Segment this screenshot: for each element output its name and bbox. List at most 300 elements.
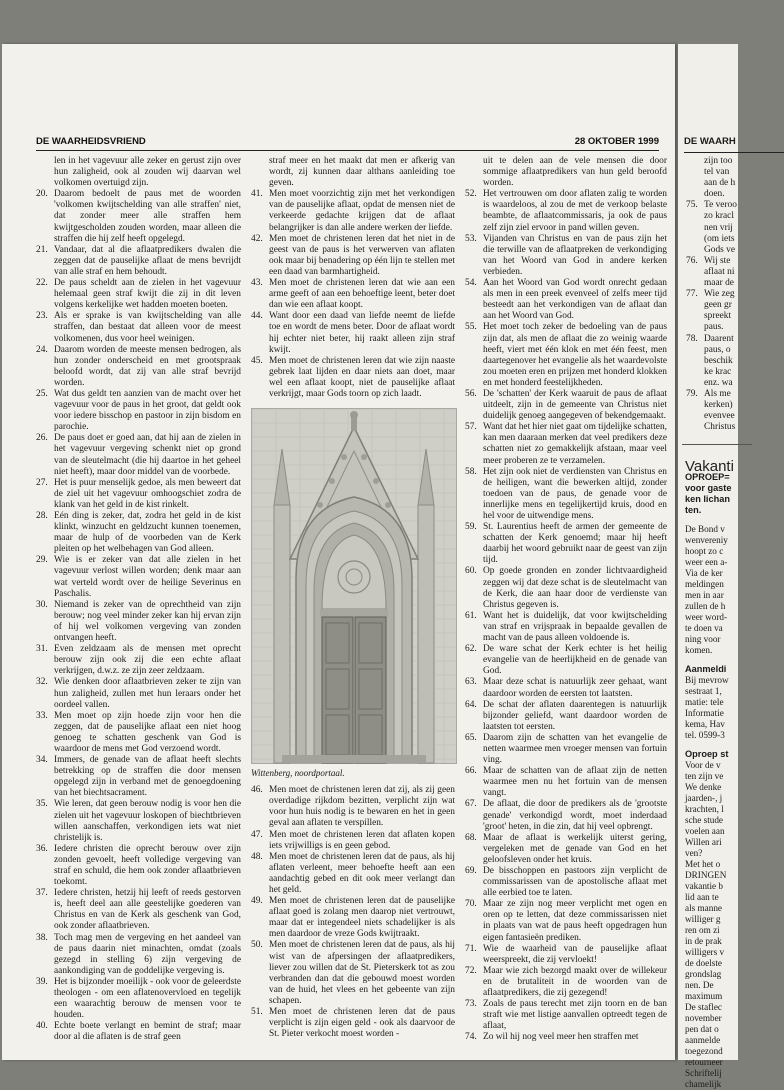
vacation-notice-line [685,741,752,749]
column-2-theses-top [251,189,455,400]
thesis-text: De paus scheldt aan de zielen in het vagevuur helemaal geen straf kwijt die zij in dit leven volgens kerkelijke wet hadden moeten boeten. [54,278,241,311]
publication-name: DE WAARHEIDSVRIEND [36,136,146,147]
next-page-line [686,256,746,267]
thesis-text: Wie denken door aflaatbrieven zeker te zijn van hun zaligheid, zullen met hun leraars onder het oordeel vallen. [54,677,241,710]
thesis-text: Maar de aflaat is werkelijk uiterst gering, vergeleken met de genade van God en het geloofsleven onder het kruis. [483,832,667,865]
thesis-item [36,245,241,278]
thesis-number: 65. [465,732,477,743]
thesis-number: 28. [36,511,48,521]
vacation-notice-line: Oproep st [685,749,729,760]
thesis-item [36,677,241,710]
next-page-line-text: doen. [704,189,725,200]
thesis-number: 61. [465,610,477,621]
thesis-number: 42. [251,233,263,244]
thesis-text: Want door een daad van liefde neemt de liefde toe en wordt de mens beter. Door de aflaat wordt hij echter niet beter, hij raakt alleen zijn straf kwijt. [269,311,455,355]
column-1-theses [36,189,241,1043]
thesis-number: 73. [465,999,477,1010]
vacation-notice-line: retourneer [685,1057,723,1068]
thesis-text: Echte boete verlangt en bemint de straf; maar door al die aflaten is de straf geen [54,1021,241,1043]
newspaper-page [2,44,675,1060]
thesis-text: Zo wil hij nog veel meer hen straffen met [483,1032,639,1043]
thesis-number: 23. [36,311,48,322]
next-page-line [686,178,746,189]
thesis-number: 50. [251,940,263,951]
thesis-text: Daarom bedoelt de paus met de woorden 'volkomen kwijtschelding van alle straffen' niet, dat zonder meer alle straffen hem kwijtgescholden zouden worden, maar alleen die straffen die hij zelf heeft opgelegd. [54,189,241,244]
thesis-item [36,844,241,888]
thesis-number: 39. [36,976,48,987]
next-page-line [686,422,746,433]
vacation-notice-line: krachten, l [685,804,724,815]
thesis-item [251,189,455,233]
thesis-item [465,611,667,644]
thesis-number: 47. [251,829,263,840]
vacation-notice-line: te doen va [685,623,723,634]
thesis-number: 32. [36,677,48,688]
thesis-number: 45. [251,355,263,366]
vacation-notice-line: november [685,1013,722,1024]
thesis-number: 69. [465,866,477,876]
next-page-line-text: paus. [704,322,724,333]
thesis-number: 37. [36,888,48,899]
vacation-notice-line: ten. [685,505,702,516]
thesis-text: Men moet op zijn hoede zijn voor hen die zeggen, dat de pauselijke aflaat een niet hoog genoeg te schatten geschenk van God is waardoor de mens met God verzoend wordt. [54,710,241,754]
vacation-notice-line: Via de ker [685,568,723,579]
thesis-item [465,422,667,466]
page-header [36,134,659,151]
vacation-notice-line: De Bond v [685,524,725,535]
column-1-intro: len in het vagevuur alle zeker en gerust zijn over hun zaligheid, ook al zouden wij daarvan wel volkomen overtuigd zijn. [54,156,241,189]
next-page-line-text: spreekt [704,311,732,322]
thesis-number: 70. [465,899,477,910]
thesis-number: 26. [36,433,48,444]
next-page-line-text: Gods ve [704,244,735,255]
next-page-line-number: 76. [686,255,698,266]
next-page-line-text: Daarent [704,333,734,344]
thesis-item [465,389,667,422]
vacation-notice-line: DRINGEN [685,870,727,881]
vacation-notice-line: De staflec [685,1002,722,1013]
thesis-number: 22. [36,278,48,289]
column-2-intro: straf meer en het maakt dat men er afkerig van wordt, zij kunnen daar althans aanleiding toe geven. [269,156,455,189]
vacation-notice-line: We denke [685,782,722,793]
next-page-line-text: aflaat ni [704,266,735,277]
next-page-line [686,345,746,356]
thesis-text: Vijanden van Christus en van de paus zijn het die terwille van de aflaatpreken de verkondiging van het Woord van God in andere kerken verbieden. [483,233,667,277]
next-page-line [686,289,746,300]
thesis-text: Maar de schatten van de aflaat zijn de netten waarmee men nu het fortuin van de mensen vangt. [483,766,667,799]
thesis-text: Even zeldzaam als de mensen met oprecht berouw zijn ook zij die een echte aflaat verkrijgen, d.w.z. ze zijn zeer zeldzaam. [54,644,241,677]
vacation-notice-text [682,472,752,1090]
next-page-line-text: aan de h [704,178,736,189]
thesis-text: Want dat het hier niet gaat om tijdelijke schatten, kan men daaraan merken dat veel predikers deze schatten niet zo gemakkelijk afstaan, maar veel meer proberen ze te verzamelen. [483,422,667,466]
next-page-header: DE WAARH [684,134,784,153]
next-page-line [686,400,746,411]
next-page-line [686,322,746,333]
thesis-number: 30. [36,599,48,610]
vacation-notice-line: chamelijk [685,1079,722,1090]
vacation-notice-line: Bij mevrow [685,675,729,686]
next-page-line-text: zijn too [704,156,733,166]
thesis-text: Aan het Woord van God wordt onrecht gedaan als men in een preek evenveel of zelfs meer tijd besteedt aan het verkondigen van de aflaat dan aan het Woord van God. [483,278,667,322]
thesis-item [465,234,667,278]
thesis-number: 53. [465,233,477,244]
thesis-number: 68. [465,832,477,843]
thesis-text: Zoals de paus terecht met zijn toorn en de ban straft wie met listige aanvallen optreedt tegen de aflaat, [483,999,667,1032]
thesis-item [465,677,667,699]
thesis-text: Iedere christen die oprecht berouw over zijn zonden gevoelt, heeft volledige vergeving van straf en schuld, die hem ook zonder aflaatbrieven toekomt. [54,843,241,888]
vacation-notice-line: Willen ari [685,837,722,848]
thesis-number: 24. [36,344,48,355]
next-page-line-text: Te veroo [704,200,737,211]
next-page-line [686,211,746,222]
vacation-notice-line: toegezond [685,1046,723,1057]
vacation-notice-line: maximum [685,991,723,1002]
next-page-line-text: Als me [704,388,731,399]
next-page-line-text: zo kracl [704,211,734,222]
next-page-line-number: 75. [686,200,698,211]
column-3 [465,156,667,1044]
thesis-number: 40. [36,1021,48,1032]
next-page-line-text: nen vrij [704,222,733,233]
column-3-intro: uit te delen aan de vele mensen die door sommige aflaatpredikers van hun geld beroofd worden. [483,156,667,189]
thesis-item [251,356,455,400]
vacation-notice-line: tel. 0599-3 [685,730,725,741]
column-2 [251,156,455,1040]
thesis-item [465,1032,667,1043]
vacation-notice-line: in de prak [685,936,722,947]
thesis-item [465,522,667,566]
thesis-item [251,896,455,940]
next-page-line-text: paus, o [704,344,731,355]
thesis-item [465,999,667,1032]
thesis-number: 62. [465,644,477,655]
vacation-notice-line: jaarden-, j [685,793,723,804]
thesis-number: 72. [465,965,477,976]
next-page-line [686,300,746,311]
thesis-number: 25. [36,388,48,399]
thesis-number: 60. [465,566,477,577]
thesis-item [36,511,241,555]
thesis-number: 67. [465,799,477,810]
vacation-notice-line: pen dat o [685,1024,719,1035]
thesis-number: 29. [36,555,48,566]
thesis-number: 54. [465,278,477,289]
thesis-item [36,555,241,599]
thesis-text: Wie leren, dat geen berouw nodig is voor hen die zielen uit het vagevuur loskopen of biechtbrieven willen aanschaffen, verkondigen iets wat niet christelijk is. [54,799,241,843]
next-page-line [686,389,746,400]
thesis-number: 71. [465,943,477,954]
vacation-notice-title: Vakanti [685,458,734,475]
thesis-text: Het moet toch zeker de bedoeling van de paus zijn dat, als men de aflaat die zo weinig waarde heeft, viert met één klok en met één feest, men daartegenover het evangelie als het waardevolste zou moeten eren en prijzen met honderd klokken en met honderd feestelijkheden. [483,322,667,388]
vacation-notice-line: aanmelde [685,1035,721,1046]
next-page-line-text: Wij ste [704,255,731,266]
vacation-notice-line [685,656,752,664]
thesis-item [251,1007,455,1040]
next-page-line-number: 78. [686,333,698,344]
next-page-line [686,200,746,211]
next-page-line-text: Wie zeg [704,289,735,300]
thesis-text: De 'schatten' der Kerk waaruit de paus de aflaat uitdeelt, zijn in de gemeente van Christus niet duidelijk genoeg aangegeven of bekendgemaakt. [483,388,667,422]
thesis-text: Men moet de christenen leren dat aflaten kopen iets vrijwilligs is en geen gebod. [269,829,455,851]
thesis-text: De aflaat, die door de predikers als de 'grootste genade' verkondigd wordt, moet inderdaad 'groot' heten, in die zin, dat hij veel opbrengt. [483,799,667,832]
vacation-notice-line: sche stude [685,815,724,826]
vacation-notice-line: de doelste [685,958,722,969]
thesis-item [36,389,241,433]
thesis-number: 51. [251,1007,263,1018]
thesis-text: De bisschoppen en pastoors zijn verplicht de commissarissen van de apostolische aflaat met alle eerbied toe te laten. [483,866,667,899]
thesis-text: Op goede gronden en zonder lichtvaardigheid zeggen wij dat deze schat is de sleutelmacht van de Kerk, die aan haar door de verdienste van Christus gegeven is. [483,566,667,610]
thesis-item [251,234,455,278]
thesis-item [36,600,241,644]
vacation-notice-line: Met het o [685,859,721,870]
vacation-notice-line: komen. [685,645,713,656]
vacation-notice-line: voelen aan [685,826,725,837]
next-page-line [686,411,746,422]
thesis-item [251,830,455,852]
thesis-item [36,799,241,843]
vacation-notice-line: hoopt zo c [685,546,724,557]
thesis-text: Iedere christen, hetzij hij leeft of reeds gestorven is, heeft deel aan alle geestelijke goederen van Christus en van de Kerk als geschenk van God, ook zonder aflaatbrieven. [54,888,241,932]
next-page-line-number: 79. [686,388,698,399]
vacation-notice-line: ken lichan [685,494,730,505]
thesis-number: 74. [465,1032,477,1043]
next-page-line [686,311,746,322]
vacation-notice-line [685,516,752,524]
thesis-item [465,799,667,832]
next-page-theses [686,156,746,433]
vacation-notice-line: nen. De [685,980,714,991]
next-page-line [686,334,746,345]
thesis-number: 36. [36,843,48,854]
thesis-item [36,345,241,389]
thesis-text: Wie de waarheid van de pauselijke aflaat weerspreekt, die zij vervloekt! [483,943,667,965]
thesis-item [465,866,667,899]
thesis-item [465,966,667,999]
thesis-text: Men moet de christenen leren dat zij, als zij geen overdadige rijkdom bezitten, verplicht zijn wat voor hun huis nodig is te bewaren en het in geen geval aan aflaten te verspillen. [269,785,455,829]
thesis-text: Men moet voorzichtig zijn met het verkondigen van de pauselijke aflaat, opdat de mensen niet de verkeerde gedachte krijgen dat de aflaat belangrijker is dan alle andere werken der liefde. [269,189,455,233]
thesis-number: 52. [465,189,477,200]
thesis-number: 21. [36,244,48,255]
thesis-item [465,733,667,766]
thesis-number: 48. [251,851,263,862]
thesis-text: Maar wie zich bezorgd maakt over de willekeur en de brutaliteit in de woorden van de aflaatpredikers, die zij gezegend! [483,965,667,999]
thesis-number: 38. [36,932,48,943]
thesis-text: Wie is er zeker van dat alle zielen in het vagevuur verlost willen worden; denk maar aan wat verteld wordt over de heilige Severinus en Paschalis. [54,555,241,599]
thesis-item [465,189,667,233]
thesis-number: 63. [465,677,477,688]
thesis-item [36,888,241,932]
thesis-number: 56. [465,388,477,399]
thesis-text: Eén ding is zeker, dat, zodra het geld in de kist klinkt, winzucht en geldzucht kunnen toenemen, maar de hulp of de voorbeden van de Kerk pleiten op het welbehagen van God alleen. [54,511,241,555]
thesis-text: Immers, de genade van de aflaat heeft slechts betrekking op de straffen die door mensen opgelegd zijn in verband met de genoegdoening van het biechtsacrament. [54,755,241,799]
vacation-notice-line: kema, Hav [685,719,725,730]
thesis-text: Het is bijzonder moeilijk - ook voor de geleerdste theologen - om een aflatenovervloed en tegelijk een waarachtig berouw de mensen voor te houden. [54,976,241,1021]
next-page-line-text: tel van [704,167,730,178]
vacation-notice-line: ven? [685,848,703,859]
vacation-notice-line: Informatie [685,708,724,719]
next-page-line [686,167,746,178]
thesis-item [251,852,455,896]
thesis-number: 31. [36,644,48,655]
thesis-text: Men moet de christenen leren dat wie aan een arme geeft of aan een behoeftige leent, beter doet dan wie een aflaat koopt. [269,278,455,311]
next-page-line-text: enz. wa [704,377,733,388]
thesis-number: 44. [251,311,263,322]
thesis-item [36,977,241,1021]
thesis-item [251,785,455,829]
thesis-item [465,278,667,322]
thesis-number: 66. [465,766,477,777]
vacation-notice-line: ning voor [685,634,721,645]
vacation-notice-line: lid aan te [685,892,719,903]
thesis-item [465,566,667,610]
thesis-number: 59. [465,522,477,533]
vacation-notice-line: meldingen [685,579,724,590]
thesis-item [36,644,241,677]
vacation-notice-line: weer een a- [685,557,728,568]
thesis-number: 33. [36,710,48,721]
thesis-text: Want het is duidelijk, dat voor kwijtschelding van straf en vrijspraak in bepaalde gevallen de macht van de paus alleen voldoende is. [483,610,667,644]
vacation-notice-line: grondslag [685,969,722,980]
vacation-notice-line: als manne [685,903,722,914]
thesis-text: Men moet de christenen leren dat de pauselijke aflaat goed is zolang men daarop niet vertrouwt, maar dat er integendeel niets schadelijker is als men daardoor de vreze Gods kwijtraakt. [269,896,455,940]
thesis-item [251,311,455,355]
next-page-line [686,278,746,289]
next-page-line-text: ke krac [704,366,732,377]
thesis-item [251,940,455,1007]
next-page-line-text: geen gr [704,300,732,311]
vacation-notice-line: Schriftelij [685,1068,722,1079]
photo-caption: Wittenberg, noordportaal. [251,768,345,779]
next-page-line [686,223,746,234]
thesis-text: Het zijn ook niet de verdiensten van Christus en de heiligen, want die bewerken altijd, zonder toedoen van de paus, de genade voor de innerlijke mens en tegelijkertijd kruis, dood en hel voor de uitwendige mens. [483,466,667,521]
vacation-notice-line: voor gaste [685,483,732,494]
thesis-text: De ware schat der Kerk echter is het heilig evangelie van de heerlijkheid en de genade van God. [483,644,667,677]
thesis-text: De schat der aflaten daarentegen is natuurlijk bijzonder geliefd, want daardoor worden de laatsten tot eersten. [483,699,667,732]
thesis-text: Men moet de christenen leren dat de paus, als hij aflaten verleent, meer behoefte heeft aan een aandachtig gebed en dit ook meer verlangt dan het geld. [269,851,455,895]
thesis-item [465,700,667,733]
column-1 [36,156,241,1044]
thesis-number: 43. [251,278,263,289]
vacation-notice-line: OPROEP= [685,472,730,483]
thesis-item [465,899,667,943]
thesis-text: Men moet de christenen leren dat het niet in de geest van de paus is het verwerven van aflaten ook maar bij benadering op één lijn te stellen met een daad van barmhartigheid. [269,233,455,277]
thesis-number: 64. [465,699,477,710]
thesis-number: 46. [251,785,263,796]
thesis-text: Maar deze schat is natuurlijk zeer gehaat, want daardoor worden de eersten tot laatsten. [483,677,667,699]
next-page-line-text: evenvee [704,411,735,422]
thesis-number: 20. [36,189,48,200]
thesis-item [36,755,241,799]
thesis-text: Men moet de christenen leren dat de paus verplicht is zijn eigen geld - ook als daarvoor de St. Pieter verkocht moest worden - [269,1007,455,1040]
thesis-number: 27. [36,477,48,488]
thesis-text: Daarom worden de meeste mensen bedrogen, als hun zonder onderscheid en met grootspraak beloofd wordt, dat zij van alle straf bevrijd worden. [54,344,241,388]
thesis-text: St. Laurentius heeft de armen der gemeente de schatten der Kerk genoemd; maar hij heeft daarbij het woord gebruikt naar de geest van zijn tijd. [483,522,667,566]
next-page-line-number: 77. [686,289,698,300]
vacation-notice-line: men in aar [685,590,724,601]
thesis-item [465,467,667,522]
thesis-text: Maar ze zijn nog meer verplicht met ogen en oren op te letten, dat deze commissarissen niet in plaats van wat de paus heeft opgedragen hun eigen fantasieën prediken. [483,899,667,943]
thesis-item [36,1021,241,1043]
thesis-number: 41. [251,189,263,200]
thesis-item [36,711,241,755]
thesis-text: Wat dus geldt ten aanzien van de macht over het vagevuur voor de paus in het groot, dat geldt ook voor iedere bisschop en pastoor in zijn bisdom en parochie. [54,388,241,433]
thesis-item [36,311,241,344]
next-page-line [686,367,746,378]
thesis-text: Daarom zijn de schatten van het evangelie de netten waarmee men vroeger mensen van fortuin ving. [483,732,667,766]
next-page-edge [678,44,738,1090]
gothic-portal-illustration [252,409,456,763]
vacation-notice-line: zullen de h [685,601,726,612]
thesis-item [465,944,667,966]
thesis-text: Vandaar, dat al die aflaatpredikers dwalen die zeggen dat de pauselijke aflaat de mens bevrijdt van alle straf en hem behoudt. [54,244,241,277]
church-portal-photo [251,408,457,764]
thesis-item [465,766,667,799]
next-page-line-text: (om iets [704,233,735,244]
thesis-item [465,644,667,677]
thesis-item [36,189,241,244]
next-page-line [686,156,746,167]
next-page-line [686,378,746,389]
vacation-notice-line: matie: tele [685,697,724,708]
thesis-text: Het vertrouwen om door aflaten zalig te worden is waardeloos, al zou de met de verkoop belaste beambte, de aflaatcommissaris, ja ook de paus zelf zijn ziel ervoor in pand willen geven. [483,189,667,233]
thesis-item [36,933,241,977]
column-3-theses [465,189,667,1043]
thesis-text: Het is puur menselijk gedoe, als men beweert dat de ziel uit het vagevuur omhoogschiet zodra de klank van het geld in de kist rinkelt. [54,477,241,510]
vacation-notice-line: Aanmeldi [685,664,727,675]
thesis-number: 34. [36,755,48,766]
next-page-line [686,356,746,367]
thesis-item [36,433,241,477]
thesis-text: Men moet de christenen leren dat wie zijn naaste gebrek laat lijden en daar niets aan doet, maar wel een aflaat koopt, niet de pauselijke aflaat verkrijgt, maar Gods toorn op zich laadt. [269,355,455,399]
vacation-notice-line: weer word- [685,612,728,623]
vacation-notice-line: willigers v [685,947,725,958]
vacation-notice-line: williger g [685,914,721,925]
vacation-notice-box [682,444,752,1090]
thesis-number: 57. [465,422,477,433]
thesis-text: Toch mag men de vergeving en het aandeel van de paus daarin niet minachten, omdat (zoals gezegd in stelling 6) zijn vergeving de aankondiging van de goddelijke vergeving is. [54,932,241,976]
thesis-item [36,278,241,311]
next-page-line [686,189,746,200]
thesis-item [36,478,241,511]
thesis-number: 35. [36,799,48,810]
thesis-text: Niemand is zeker van de oprechtheid van zijn berouw; nog veel minder zeker kan hij ervan zijn of hij wel volkomen vergeving van zonden ontvangen heeft. [54,599,241,644]
vacation-notice-line: sestraat 1, [685,686,722,697]
vacation-notice-line: ten zijn ve [685,771,724,782]
thesis-text: Als er sprake is van kwijtschelding van alle straffen, dan bestaat dat alleen voor de meest volkomenen, dus voor heel weinigen. [54,311,241,344]
thesis-text: De paus doet er goed aan, dat hij aan de zielen in het vagevuur vergeving schenkt niet op grond van de sleutelmacht (die hij daartoe in het geheel niet heeft), maar door middel van de voorbede. [54,433,241,477]
column-2-theses-bottom [251,785,455,1040]
vacation-notice-line: ren om zi [685,925,720,936]
next-page-line-text: beschik [704,355,733,366]
thesis-number: 58. [465,466,477,477]
thesis-item [465,322,667,389]
thesis-number: 49. [251,896,263,907]
next-page-line-text: kerken) [704,400,733,411]
thesis-item [465,833,667,866]
next-page-line-text: Christus [704,422,736,433]
next-page-line [686,267,746,278]
next-page-line-text: maar de [704,278,734,289]
publication-date: 28 OKTOBER 1999 [574,136,659,147]
thesis-text: Men moet de christenen leren dat de paus, als hij wist van de afpersingen der aflaatpredikers, liever zou willen dat de St. Pieterskerk tot as zou verbranden dan dat die gebouwd moest worden van de huid, het vlees en het gebeente van zijn schapen. [269,940,455,1006]
next-page-line [686,245,746,256]
thesis-item [251,278,455,311]
next-page-line [686,234,746,245]
vacation-notice-line: Voor de v [685,760,721,771]
vacation-notice-line: wenvereniy [685,535,728,546]
thesis-number: 55. [465,322,477,333]
vacation-notice-line: vakantie b [685,881,724,892]
